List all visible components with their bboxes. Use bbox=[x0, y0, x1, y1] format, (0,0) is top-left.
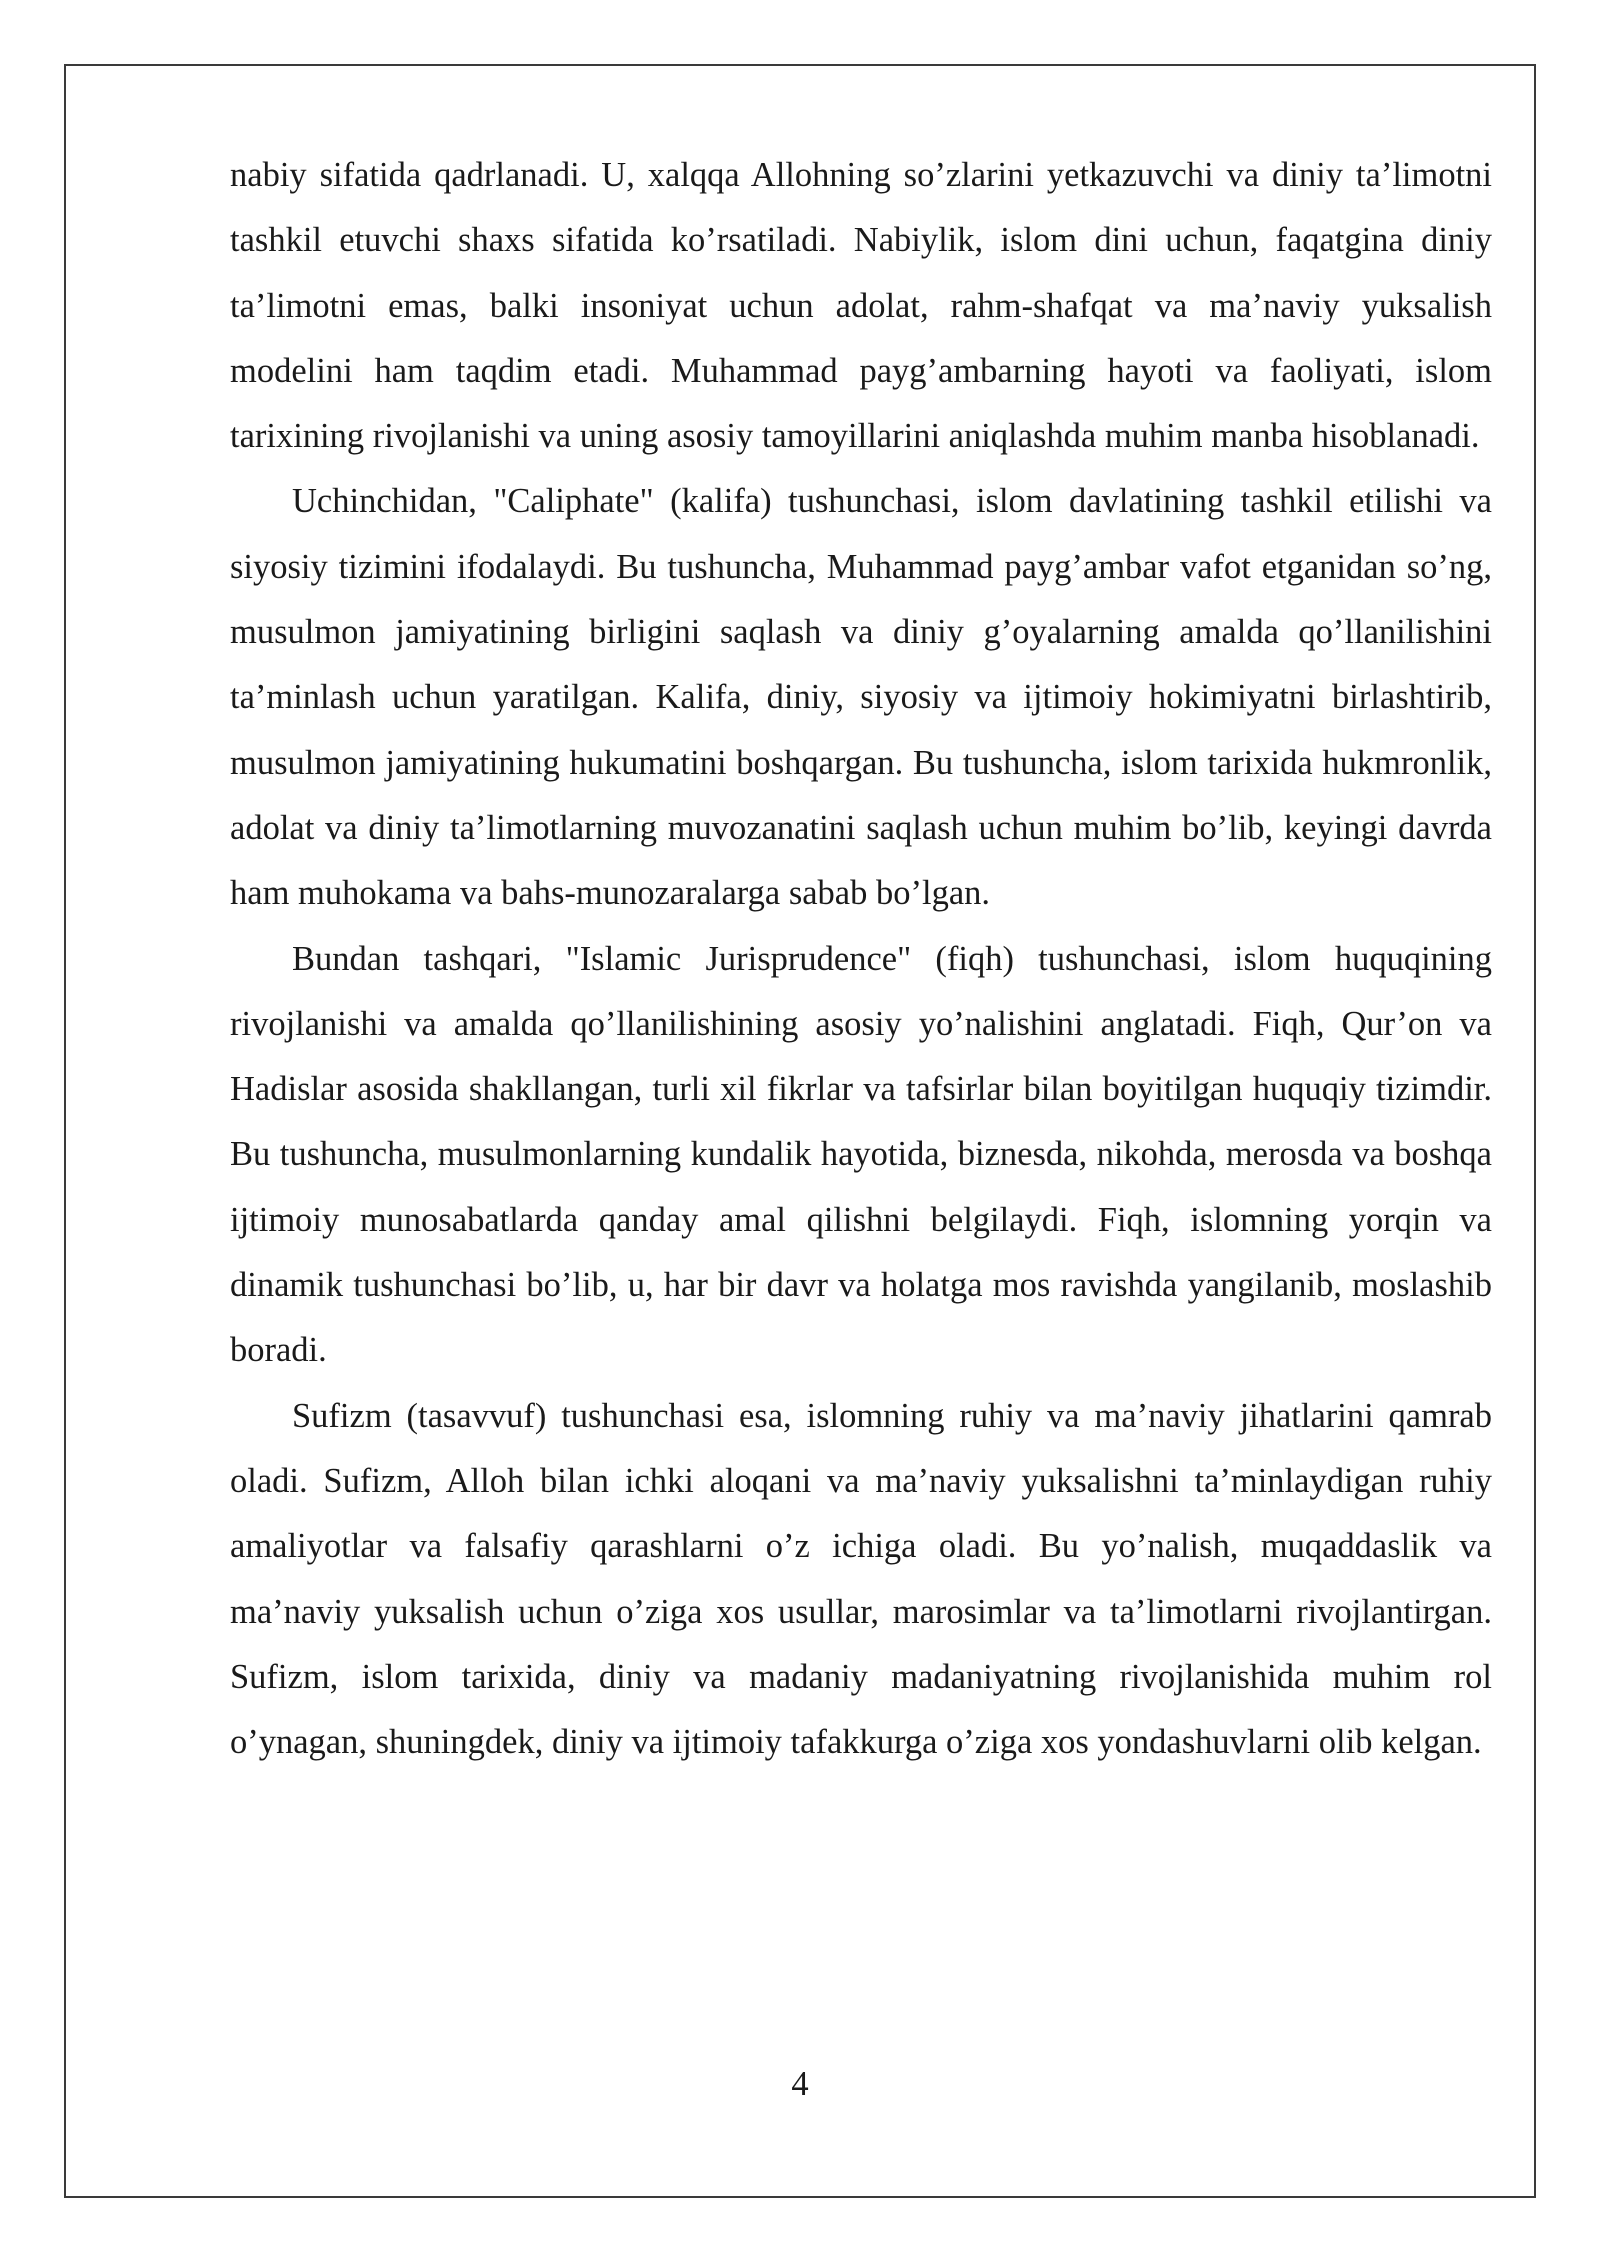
page-number: 4 bbox=[791, 2065, 809, 2103]
paragraph-nabiylik: nabiy sifatida qadrlanadi. U, xalqqa Allohning so’zlarini yetkazuvchi va diniy ta’limotni tashkil etuvchi shaxs sifatida ko’rsatiladi. Nabiylik, islom dini uchun, faqatgina diniy ta’limotni emas, balki insoniyat uchun adolat, rahm-shafqat va ma’naviy yuksalish modelini ham taqdim etadi. Muhammad payg’ambarning hayoti va faoliyati, islom tarixining rivojlanishi va uning asosiy tamoyillarini aniqlashda muhim manba hisoblanadi. bbox=[230, 156, 1492, 456]
paragraph-fiqh: Bundan tashqari, "Islamic Jurisprudence" (fiqh) tushunchasi, islom huquqining rivojlanishi va amalda qo’llanilishining asosiy yo’nalishini anglatadi. Fiqh, Qur’on va Hadislar asosida shakllangan, turli xil fikrlar va tafsirlar bilan boyitilgan huquqiy tizimdir. Bu tushuncha, musulmonlarning kundalik hayotida, biznesda, nikohda, merosda va boshqa ijtimoiy munosabatlarda qanday amal qilishni belgilaydi. Fiqh, islomning yorqin va dinamik tushunchasi bo’lib, u, har bir davr va holatga mos ravishda yangilanib, moslashib boradi. bbox=[230, 939, 1492, 1370]
paragraph-sufizm: Sufizm (tasavvuf) tushunchasi esa, islomning ruhiy va ma’naviy jihatlarini qamrab oladi. Sufizm, Alloh bilan ichki aloqani va ma’naviy yuksalishni ta’minlaydigan ruhiy amaliyotlar va falsafiy qarashlarni o’z ichiga oladi. Bu yo’nalish, muqaddaslik va ma’naviy yuksalish uchun o’ziga xos usullar, marosimlar va ta’limotlarni rivojlantirgan. Sufizm, islom tarixida, diniy va madaniy madaniyatning rivojlanishida muhim rol o’ynagan, shuningdek, diniy va ijtimoiy tafakkurga o’ziga xos yondashuvlarni olib kelgan. bbox=[230, 1396, 1492, 1762]
paragraph-caliphate: Uchinchidan, "Caliphate" (kalifa) tushunchasi, islom davlatining tashkil etilishi va siyosiy tizimini ifodalaydi. Bu tushuncha, Muhammad payg’ambar vafot etganidan so’ng, musulmon jamiyatining birligini saqlash va diniy g’oyalarning amalda qo’llanilishini ta’minlash uchun yaratilgan. Kalifa, diniy, siyosiy va ijtimoiy hokimiyatni birlashtirib, musulmon jamiyatining hukumatini boshqargan. Bu tushuncha, islom tarixida hukmronlik, adolat va diniy ta’limotlarning muvozanatini saqlash uchun muhim bo’lib, keyingi davrda ham muhokama va bahs-munozaralarga sabab bo’lgan. bbox=[230, 482, 1492, 913]
document-body bbox=[230, 143, 1492, 1775]
